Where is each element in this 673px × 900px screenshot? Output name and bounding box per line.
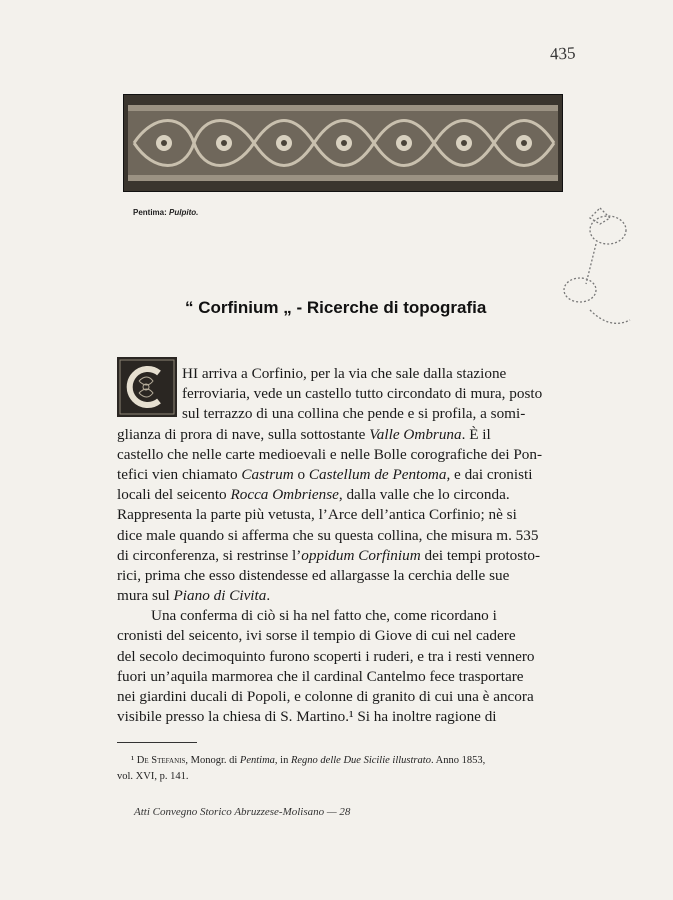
text-line: cronisti del seicento, ivi sorse il tempio di Giove di cui nel cadere xyxy=(117,627,516,645)
text-line: Una conferma di ciò si ha nel fatto che, come ricordano i xyxy=(151,607,497,625)
article-title: “ Corfinium „ - Ricerche di topografia xyxy=(185,298,487,317)
footnote-rule xyxy=(117,742,197,743)
page-footer: Atti Convegno Storico Abruzzese-Molisano — 28 xyxy=(134,806,351,818)
text-line: castello che nelle carte medioevali e nelle Bolle corografiche dei Pon- xyxy=(117,445,543,463)
text-line: mura sul Piano di Civita. xyxy=(117,587,271,605)
library-stamp xyxy=(560,200,640,350)
text-line: tefici vien chiamato Castrum o Castellum de Pentoma, e dai cronisti xyxy=(117,465,533,483)
page-number: 435 xyxy=(549,43,576,64)
body-text xyxy=(117,364,569,727)
text-line: di circonferenza, si restrinse l’oppidum Corfinium dei tempi protosto- xyxy=(117,546,541,564)
caption-place: Pentima: xyxy=(133,208,167,217)
text-line: fuori un’aquila marmorea che il cardinal Cantelmo fece trasportare xyxy=(117,667,524,685)
text-line: sul terrazzo di una collina che pende e si profila, a somi- xyxy=(182,405,526,423)
text-line: nei giardini ducali di Popoli, e colonne di granito di cui una è ancora xyxy=(117,688,534,705)
figure-caption xyxy=(133,208,198,217)
text-line: visibile presso la chiesa di S. Martino.¹ Si ha inoltre ragione di xyxy=(117,708,497,726)
footnote: ¹ De Stefanis, Monogr. di Pentima, in Regno delle Due Sicilie illustrato. Anno 1853, vol. XVI, p. 141. xyxy=(117,755,486,782)
pulpit-relief-photo xyxy=(123,94,563,192)
text-line: rici, prima che esso distendesse ed allargasse la cerchia delle sue xyxy=(117,566,510,584)
text-line: ferroviaria, vede un castello tutto circondato di mura, posto xyxy=(182,385,543,403)
text-line: dice male quando si afferma che su questa collina, che misura m. 535 xyxy=(117,526,539,544)
caption-item: Pulpito. xyxy=(169,208,199,217)
text-line: locali del seicento Rocca Ombriense, dalla valle che lo circonda. xyxy=(117,486,510,504)
text-line: del secolo decimoquinto furono scoperti i ruderi, e tra i resti vennero xyxy=(117,647,535,665)
text-line: HI arriva a Corfinio, per la via che sale dalla stazione xyxy=(182,365,507,382)
text-line: Rappresenta la parte più vetusta, l’Arce dell’antica Corfinio; nè si xyxy=(117,506,517,524)
text-line: glianza di prora di nave, sulla sottostante Valle Ombruna. È il xyxy=(117,425,491,443)
